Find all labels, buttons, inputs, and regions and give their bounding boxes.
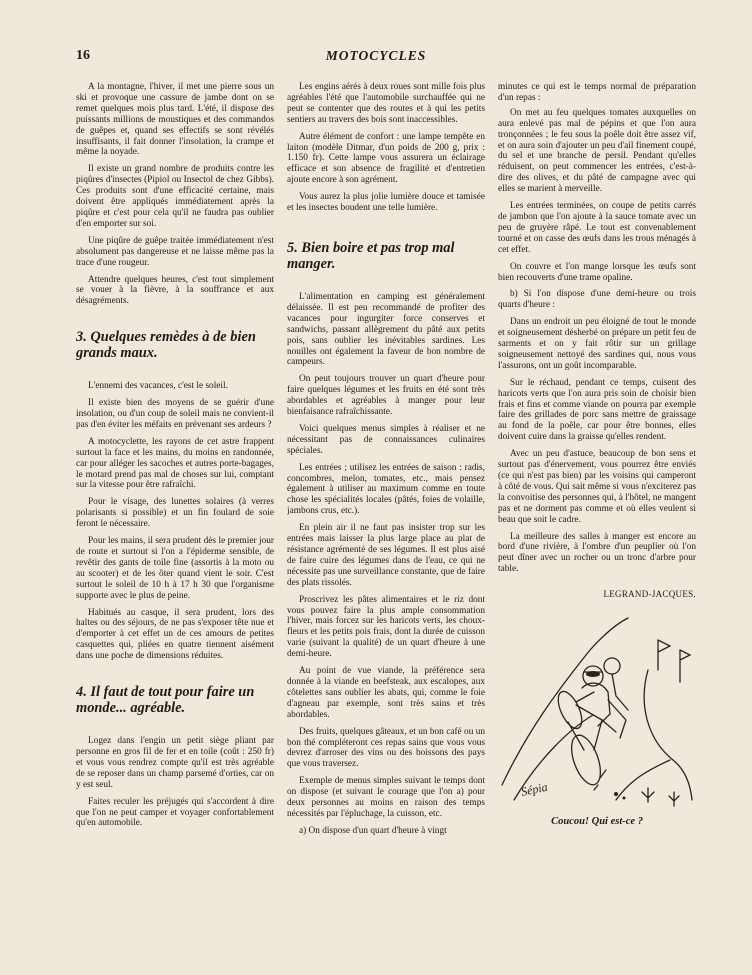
paragraph: Autre élément de confort : une lampe tempête en laiton (modèle Ditmar, d'un poids de 200 g, prix : 1.150 fr). Cette lampe vous assurera un éclairage efficace et son absence de fragilité et d'entretien ajoute encore à son agrément. (287, 131, 485, 186)
text-column-3 (498, 82, 696, 945)
illustration-caption: Coucou! Qui est-ce ? (551, 816, 643, 828)
paragraph: minutes ce qui est le temps normal de préparation d'un repas : (498, 82, 696, 103)
magazine-title: MOTOCYCLES (325, 48, 427, 63)
paragraph: Au point de vue viande, la préférence sera donnée à la viande en beefsteak, aux escalopes, aux côtelettes sans oublier les abats, qui, comme le foie d'agneau par exemple, sont très sains et très abordables. (287, 666, 485, 720)
paragraph: L'ennemi des vacances, c'est le soleil. (88, 381, 228, 392)
author-signature: LEGRAND-JACQUES. (603, 589, 696, 600)
paragraph: Il existe bien des moyens de se guérir d'une insolation, ou d'un coup de soleil mais ne convient-il pas d'en éviter les méfaits en prévenant ses ardeurs ? (76, 398, 274, 430)
paragraph: Pour le visage, des lunettes solaires (à verres polarisants si possible) et un fin foulard de soie feront le nécessaire. (76, 497, 274, 530)
paragraph: Des fruits, quelques gâteaux, et un bon café ou un bon thé compléteront ces repas sains que vous vous devrez d'arroser des vins ou des boissons des pays que vous traversez. (287, 726, 485, 770)
paragraph: Faites reculer les préjugés qui s'accordent à dire que l'on ne peut camper et voyager confortablement qu'en automobile. (76, 796, 274, 829)
paragraph: Voici quelques menus simples à réaliser et ne nécessitant pas de connaissances culinaires spéciales. (287, 423, 485, 456)
paragraph: On peut toujours trouver un quart d'heure pour faire quelques légumes et les fruits en été sont très abordables et agréables à manger pour leur bienfaisance rafraîchissante. (287, 374, 485, 418)
page-number: 16 (76, 48, 90, 63)
paragraph: Attendre quelques heures, c'est tout simplement se vouer à la fièvre, à la souffrance et aux désagréments. (76, 274, 274, 307)
section-heading-5: 5. Bien boire et pas trop mal manger. (287, 239, 455, 272)
page-header (0, 48, 752, 68)
illustration-signature: Sépia (519, 779, 549, 799)
paragraph: Pour les mains, il sera prudent dès le premier jour de route et surtout si l'on a l'épiderme sensible, de revêtir des gants de toile fine (assortis à la moto ou au scooter) et de les ôter quand vient le soir. C'est surtout le soleil de 10 h à 17 h 30 que l'organisme supporte avec le plus de peine. (76, 536, 274, 601)
paragraph: Proscrivez les pâtes alimentaires et le riz dont vous pouvez faire la plus ample consommation l'hiver, mais forcez sur les haricots verts, les choux-fleurs et les petits pois frais, dont la durée de cuisson varie (suivant la qualité) de un quart d'heure à une demi-heure. (287, 594, 485, 660)
paragraph: Il existe un grand nombre de produits contre les piqûres d'insectes (Pipiol ou Insectol de chez Gibbs). Ces produits sont d'une efficacité certaine, mais doivent être appliqués immédiatement après la piqûre et c'est pour cela qu'il ne faudra pas oublier d'en emporter sur soi. (76, 164, 274, 229)
paragraph: En plein air il ne faut pas insister trop sur les entrées mais laisser la plus large place au plat de résistance agrémenté de ses légumes. Il est plus aisé de faire cuire des légumes dans de l'eau, ce qui ne nécessite pas une surveillance constante, que de faire des plats rissolés. (287, 523, 485, 588)
paragraph: Une piqûre de guêpe traitée immédiatement n'est absolument pas dangereuse et ne laisse même pas la trace d'une rougeur. (76, 235, 274, 268)
motorcycle-illustration (498, 610, 696, 815)
paragraph: b) Si l'on dispose d'une demi-heure ou trois quarts d'heure : (498, 289, 696, 311)
text-column-1 (76, 82, 274, 945)
paragraph: Les entrées ; utilisez les entrées de saison : radis, concombres, melon, tomates, etc., mais pensez également à utiliser au maximum comme en toute chose les spécialités locales (pâtés, foies de volaille, jambons crus, etc.). (287, 462, 485, 517)
paragraph: La meilleure des salles à manger est encore au bord d'une rivière, à l'ombre d'un peuplier où l'on peut dîner avec un rocher ou un tronc d'arbre pour table. (498, 531, 696, 575)
section-heading-4: 4. Il faut de tout pour faire un monde... agréable. (76, 684, 255, 717)
paragraph: L'alimentation en camping est généralement délaissée. Il est peu recommandé de profiter des vacances pour ingurgiter force conserves et sandwichs, passant allègrement du pâté aux petits pois, sans oublier les inévitables sardines. Les nouilles ont également la faveur de bon nombre de campeurs. (287, 291, 485, 368)
paragraph: Vous aurez la plus jolie lumière douce et tamisée et les insectes boudent une telle lumière. (287, 192, 485, 214)
paragraph: Exemple de menus simples suivant le temps dont on dispose (et suivant le courage que l'on a) pour deux personnes au moins en raison des temps nécessités par l'épluchage, la cuisson, etc. (287, 776, 485, 819)
paragraph: On couvre et l'on mange lorsque les œufs sont bien recouverts d'une trame opaline. (498, 261, 696, 283)
text-column-2 (287, 82, 485, 945)
paragraph: A motocyclette, les rayons de cet astre frappent surtout la face et les mains, du moins en randonnée, car pour alléger les sacoches et autres porte-bagages, le motard prend pas mal de choses sur lui, comptant sur la vitesse pour être rafraîchi. (76, 436, 274, 491)
section-heading-3: 3. Quelques remèdes à de bien grands maux. (76, 329, 256, 362)
paragraph: Habitués au casque, il sera prudent, lors des haltes ou des séjours, de ne pas s'exposer tête nue et d'emporter à cet effet un de ces amours de petites casquettes qui, pliées en quatre tiennent aisément dans une poche de dimensions réduites. (76, 607, 274, 662)
paragraph: On met au feu quelques tomates auxquelles on aura enlevé pas mal de pépins et que l'on aura tronçonnées ; le feu sous la poêle doit être assez vif, et on aura soin d'ajouter un peu d'ail finement coupé, du sel et une branche de persil. Pendant qu'elles réduisent, on peut commencer les entrées, c'est-à-dire des olives, et du pâté de campagne avec qui elles se marient à merveille. (498, 107, 696, 195)
paragraph: Avec un peu d'astuce, beaucoup de bon sens et surtout pas d'énervement, vous pourrez être enviés (ce qui n'est pas bien) par les voisins qui camperont à côté de vous. Qui sait même si vous n'exciterez pas la convoitise des personnes qui, à l'hôtel, ne mangent pas et ne dorment pas comme et où elles veulent si beau que soit le cadre. (498, 449, 696, 525)
paragraph: A la montagne, l'hiver, il met une pierre sous un ski et provoque une cassure de jambe dont on se remet quelques mois plus tard. L'été, il dispose des puissants millions de moustiques et des commandos de guêpes et, quand ses effectifs se sont révélés insuffisants, il fait donner l'insolation, la crampe et même la noyade. (76, 82, 274, 158)
paragraph: Dans un endroit un peu éloigné de tout le monde et soigneusement désherbé on prépare un petit feu de sarments et on y fait rôtir sur un grillage soigneusement nettoyé des sardines qui, nous vous l'assurons, ont un goût incomparable. (498, 317, 696, 371)
paragraph: Les engins aérés à deux roues sont mille fois plus agréables l'été que l'automobile surchauffée qui ne peut se contenter que des routes et à qui les petits sentiers au travers des bois sont inaccessibles. (287, 82, 485, 125)
paragraph: Sur le réchaud, pendant ce temps, cuisent des haricots verts que l'on aura pris soin de choisir bien frais et fins et comme viande on pourra par exemple faire des grillades de porc sans mettre de graissage au fond de la poêle, car pour être bonnes, elles doivent cuire dans la graisse qu'elles rendent. (498, 377, 696, 443)
paragraph: Les entrées terminées, on coupe de petits carrés de jambon que l'on ajoute à la sauce tomate avec un peu de gruyère râpé. Le tout est convenablement tourné et on casse des œufs dans les trous ménagés à cet effet. (498, 201, 696, 255)
paragraph: a) On dispose d'un quart d'heure à vingt (299, 825, 447, 836)
paragraph: Logez dans l'engin un petit siège pliant par personne en gros fil de fer et en toile (coût : 250 fr) et vous vous rendrez compte qu'il est très agréable de se reposer dans un champ parsemé d'orties, car on y est seul. (76, 736, 274, 790)
